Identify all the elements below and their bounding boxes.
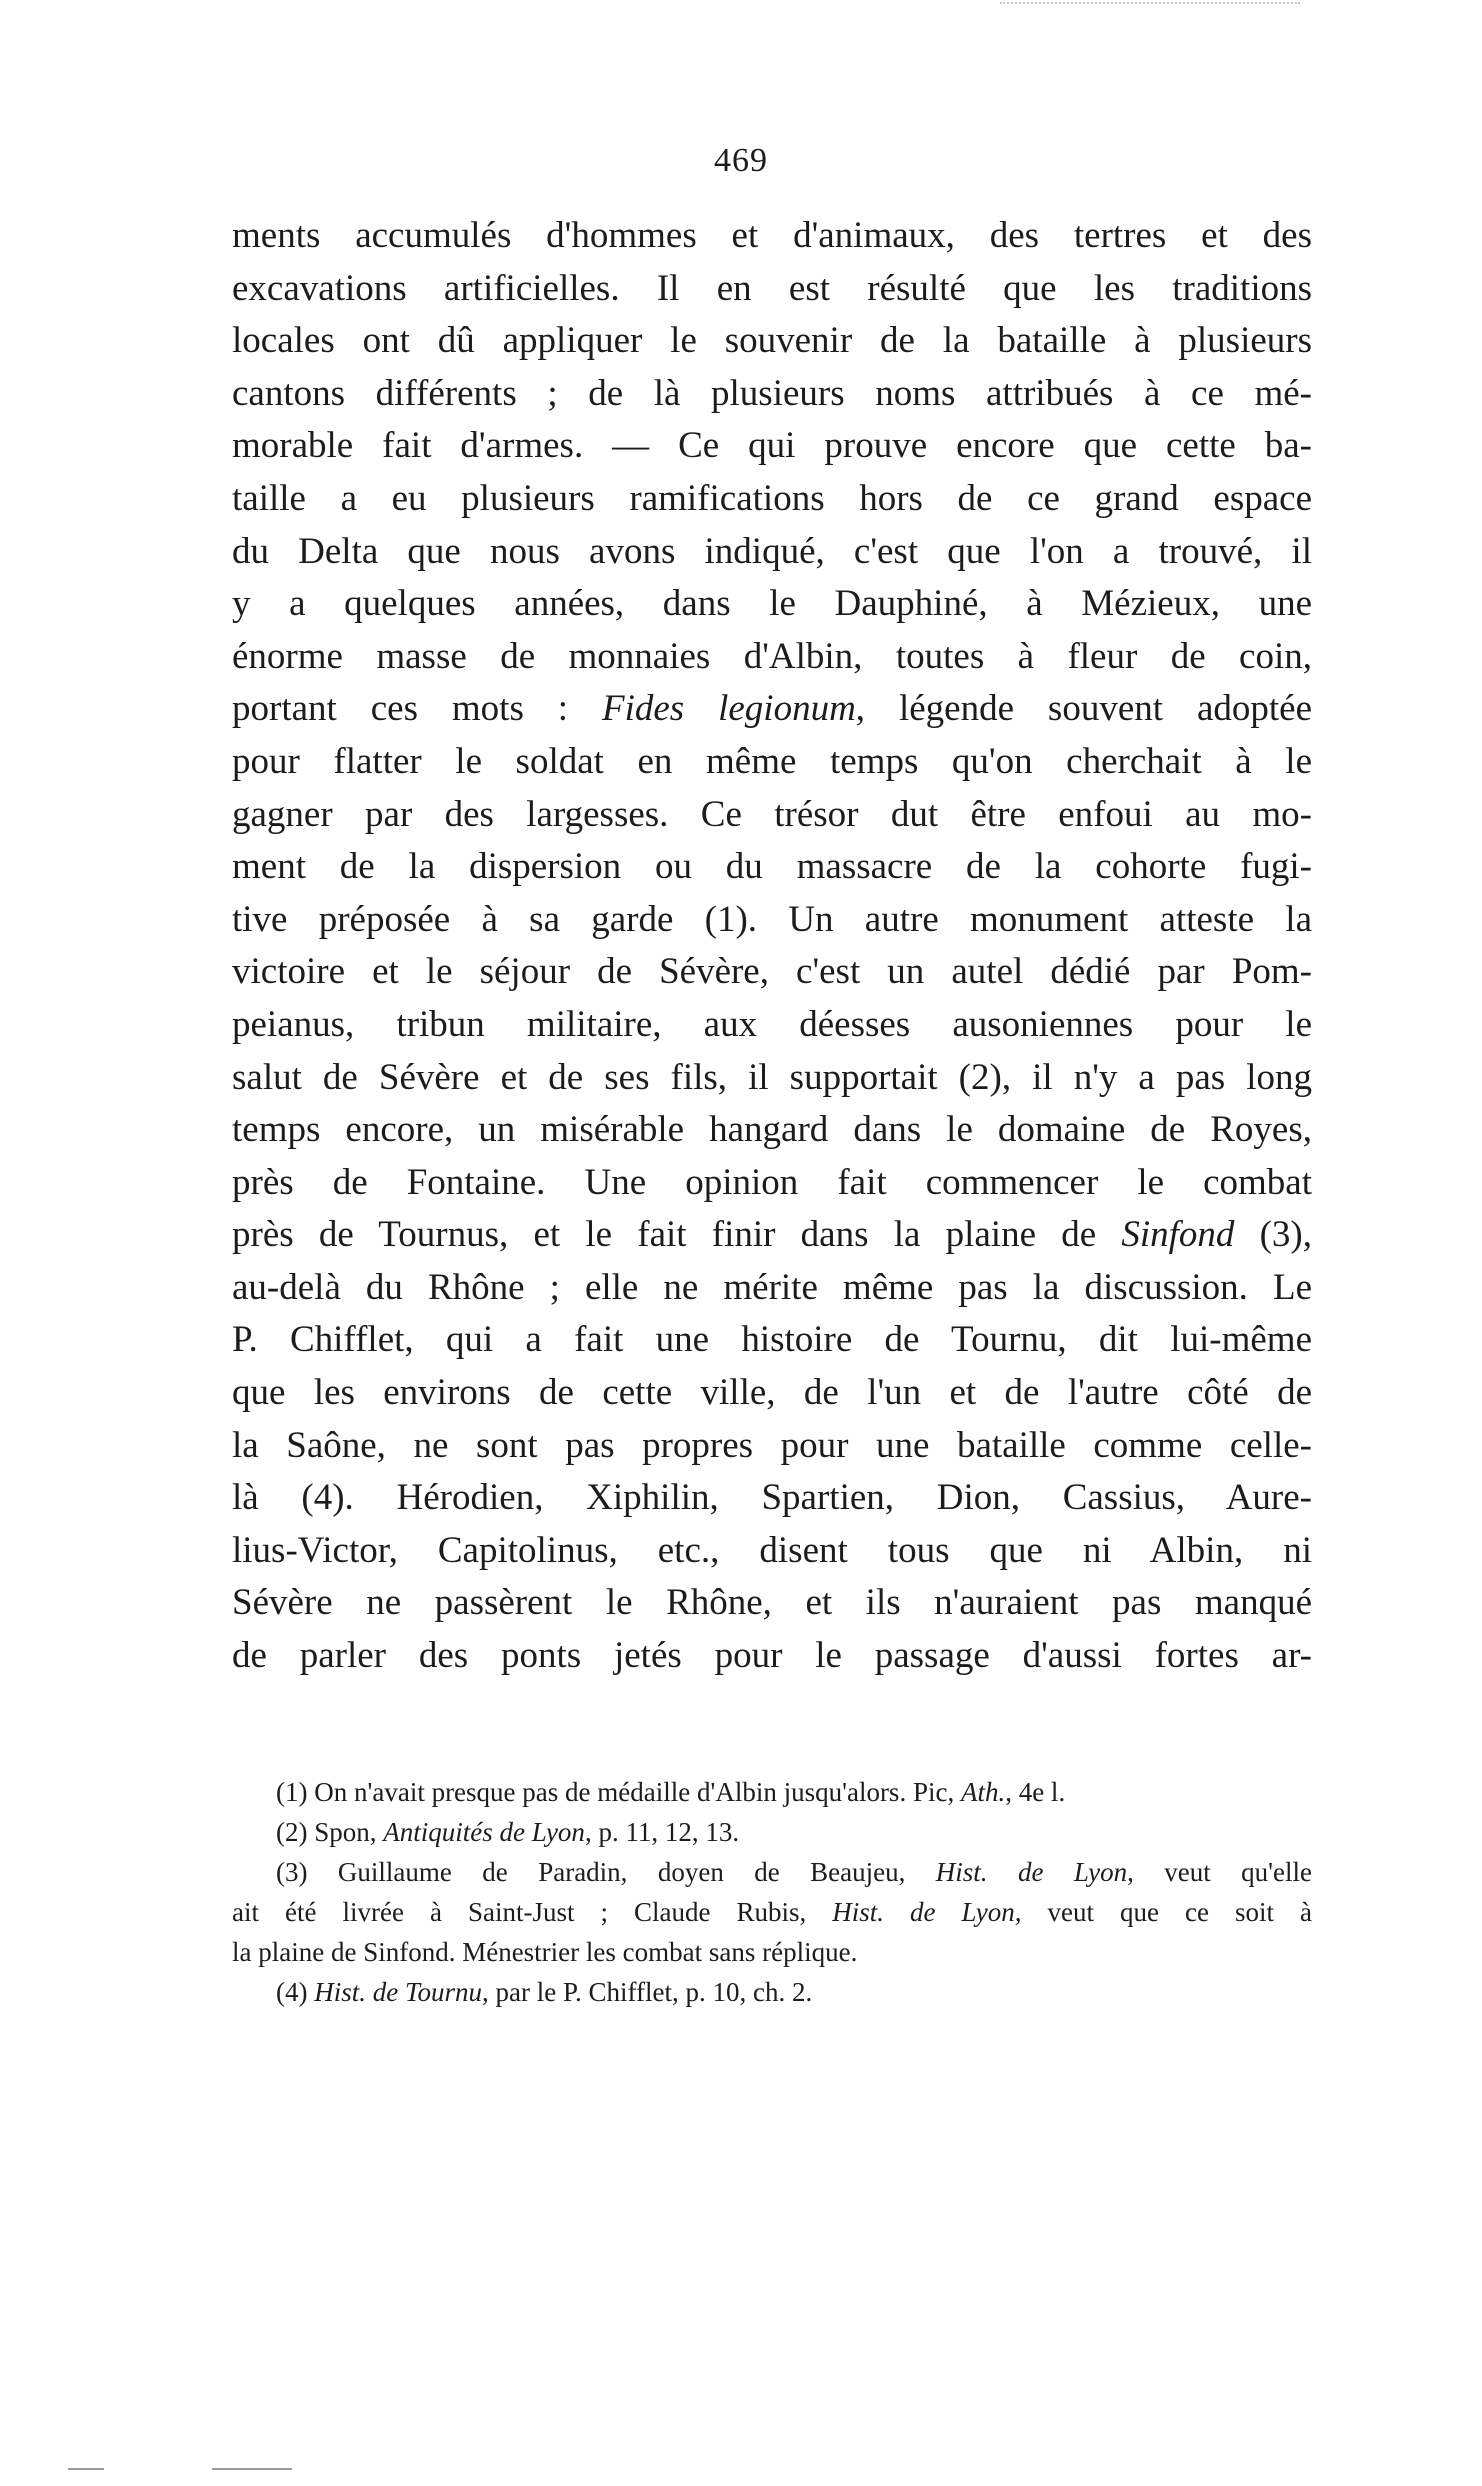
text-segment: (3), (1234, 1214, 1312, 1256)
footnote-text: , p. 11, 12, 13. (584, 1817, 740, 1847)
scan-artifact-top (1000, 2, 1300, 6)
text-line: salut de Sévère et de ses fils, il supportait (2), il n'y a pas long (232, 1056, 1312, 1098)
text-line: énorme masse de monnaies d'Albin, toutes à fleur de coin, (232, 635, 1312, 677)
text-line: gagner par des largesses. Ce trésor dut être enfoui au mo- (232, 793, 1312, 835)
text-line: taille a eu plusieurs ramifications hors de ce grand espace (232, 477, 1312, 519)
main-text (232, 210, 1312, 1683)
italic-phrase: Sinfond (1121, 1214, 1235, 1256)
scan-artifact-bottom (212, 2468, 292, 2470)
scan-artifact-bottom (68, 2468, 104, 2470)
text-line: cantons différents ; de là plusieurs noms attribués à ce mé- (232, 372, 1312, 414)
text-line: tive préposée à sa garde (1). Un autre monument atteste la (232, 898, 1312, 940)
text-segment: près de Tournus, et le fait finir dans la plaine de (232, 1214, 1122, 1256)
footnote-marker: (4) (276, 1977, 308, 2007)
text-line: ments accumulés d'hommes et d'animaux, des tertres et des (232, 215, 1312, 256)
italic-phrase: Hist. de Lyon, (832, 1897, 1022, 1927)
text-line: que les environs de cette ville, de l'un et de l'autre côté de (232, 1372, 1312, 1414)
footnote-marker: (1) (276, 1777, 308, 1807)
italic-phrase: Fides legionum (601, 688, 856, 730)
text-segment: , légende souvent adoptée (855, 688, 1312, 730)
text-line: au-delà du Rhône ; elle ne mérite même pas la discussion. Le (232, 1266, 1312, 1308)
text-segment: portant ces mots : (232, 688, 602, 730)
footnote-text: , par le P. Chifflet, p. 10, ch. 2. (482, 1977, 813, 2007)
text-line: là (4). Hérodien, Xiphilin, Spartien, Dion, Cassius, Aure- (232, 1477, 1312, 1519)
italic-phrase: Ath. (960, 1777, 1006, 1807)
text-line: peianus, tribun militaire, aux déesses ausoniennes pour le (232, 1003, 1312, 1045)
footnote-text: On n'avait presque pas de médaille d'Albin jusqu'alors. Pic, (314, 1777, 961, 1807)
text-line: pour flatter le soldat en même temps qu'on cherchait à le (232, 740, 1312, 782)
text-line-with-italic (232, 683, 1312, 736)
footnote-text: veut que ce soit à (1021, 1897, 1312, 1927)
footnote-text: Guillaume de Paradin, doyen de Beaujeu, (337, 1857, 936, 1887)
text-line: ment de la dispersion ou du massacre de la cohorte fugi- (232, 846, 1312, 888)
text-line: de parler des ponts jetés pour le passage d'aussi fortes ar- (232, 1635, 1312, 1677)
footnote-text: ait été livrée à Saint-Just ; Claude Rubis, (232, 1897, 833, 1927)
italic-phrase: Hist. de Tournu (314, 1977, 483, 2007)
footnote-marker: (3) (276, 1857, 308, 1887)
text-line: la Saône, ne sont pas propres pour une bataille comme celle- (232, 1424, 1312, 1466)
text-line: victoire et le séjour de Sévère, c'est un autel dédié par Pom- (232, 951, 1312, 993)
text-line: près de Fontaine. Une opinion fait commencer le combat (232, 1161, 1312, 1203)
text-line: morable fait d'armes. — Ce qui prouve encore que cette ba- (232, 425, 1312, 467)
footnote-1 (232, 1772, 1312, 1812)
footnote-marker: (2) (276, 1817, 308, 1847)
italic-phrase: Antiquités de Lyon (383, 1817, 585, 1847)
italic-phrase: Hist. de Lyon (935, 1857, 1128, 1887)
text-line: Sévère ne passèrent le Rhône, et ils n'auraient pas manqué (232, 1582, 1312, 1624)
footnote-text: , veut qu'elle (1127, 1857, 1312, 1887)
text-line: temps encore, un misérable hangard dans le domaine de Royes, (232, 1109, 1312, 1151)
text-line-with-italic (232, 1209, 1312, 1262)
text-line: excavations artificielles. Il en est résulté que les traditions (232, 267, 1312, 309)
text-line: y a quelques années, dans le Dauphiné, à Mézieux, une (232, 583, 1312, 625)
footnote-3-continued (232, 1892, 1312, 1932)
text-line: P. Chifflet, qui a fait une histoire de Tournu, dit lui-même (232, 1319, 1312, 1361)
footnote-4 (232, 1972, 1312, 2012)
footnote-3-continued: la plaine de Sinfond. Ménestrier les combat sans réplique. (232, 1937, 858, 1967)
footnote-text: Spon, (314, 1817, 384, 1847)
text-line: lius-Victor, Capitolinus, etc., disent tous que ni Albin, ni (232, 1529, 1312, 1571)
footnote-text: , 4e l. (1005, 1777, 1066, 1807)
page-number: 469 (714, 142, 768, 179)
footnote-2 (232, 1812, 1312, 1852)
text-line: locales ont dû appliquer le souvenir de la bataille à plusieurs (232, 320, 1312, 362)
footnotes (232, 1772, 1312, 2012)
text-line: du Delta que nous avons indiqué, c'est que l'on a trouvé, il (232, 530, 1312, 572)
footnote-3 (232, 1852, 1312, 1892)
